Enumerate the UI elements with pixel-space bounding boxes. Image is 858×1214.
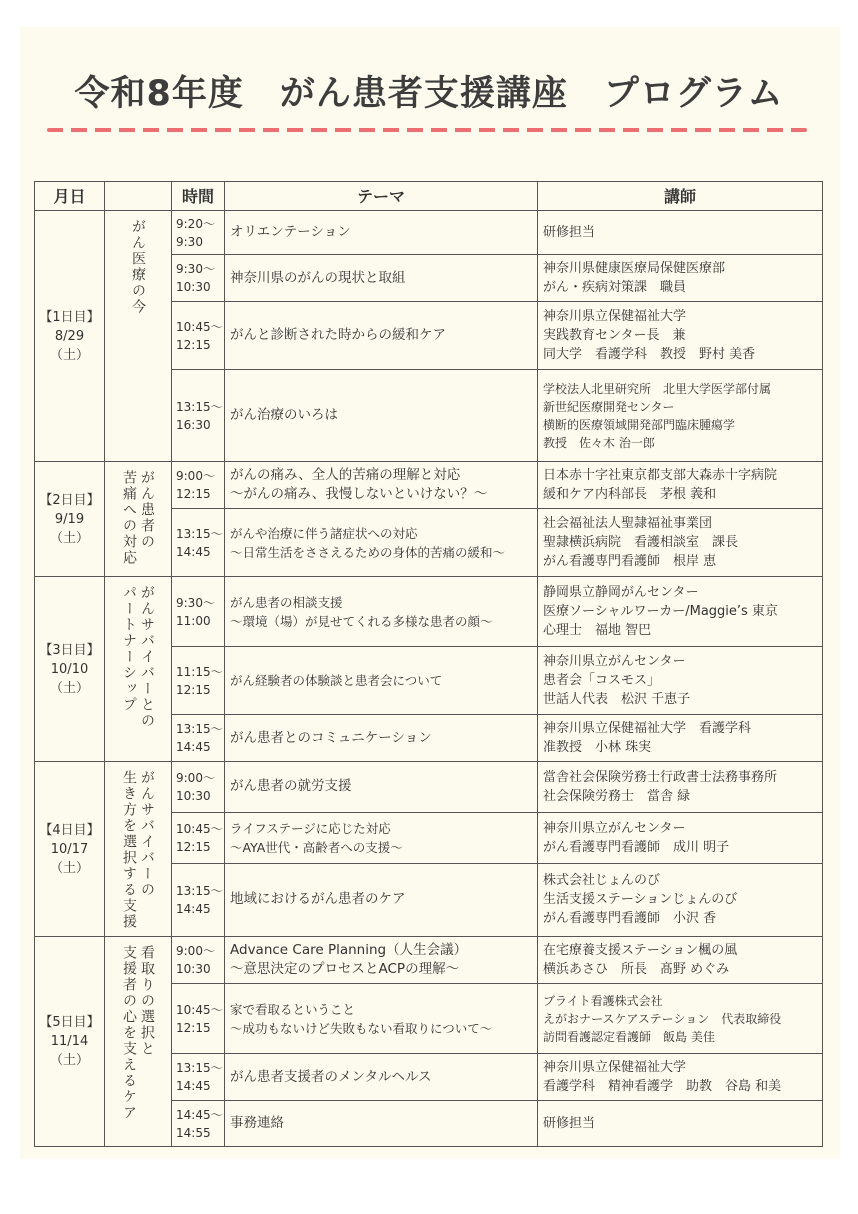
session-lecturer-line: 研修担当: [543, 225, 596, 240]
session-time: [172, 812, 225, 863]
session-theme: [225, 984, 538, 1054]
session-theme: [225, 812, 538, 863]
session-time-line: 10:30: [176, 280, 211, 294]
day-category-text-line: パートナーシップ: [121, 585, 137, 713]
session-lecturer-line: 横浜あさひ 所長 髙野 めぐみ: [543, 962, 730, 977]
session-theme-line: がん患者支援者のメンタルヘルス: [230, 1068, 432, 1085]
day-date-line: （土）: [49, 1053, 89, 1068]
session-lecturer-line: 生活支援ステーションじょんのび: [543, 892, 738, 908]
session-lecturer-line: 心理士 福地 智巴: [543, 623, 652, 638]
session-time-line: 10:45〜: [176, 319, 223, 334]
day-date-line: 【3日目】: [39, 642, 100, 658]
session-theme: [225, 302, 538, 370]
session-time: [172, 647, 225, 715]
day-date-line: 11/14: [50, 1034, 89, 1049]
session-lecturer-line: 世話人代表 松沢 千恵子: [543, 692, 691, 707]
day-category-text-line: 看取りの選択と: [139, 945, 155, 1057]
session-time: [172, 509, 225, 577]
day-category-text: [120, 770, 156, 930]
session-time-line: 10:30: [176, 788, 211, 803]
session-theme-line: がんの痛み、全人的苦痛の理解と対応: [230, 467, 461, 483]
session-theme-line: 〜日常生活をささえるための身体的苦痛の緩和〜: [230, 544, 506, 560]
session-lecturer-line: 神奈川県立保健福祉大学 看護学科: [543, 721, 752, 736]
session-lecturer-line: 新世紀医療開発センター: [543, 399, 675, 414]
session-time-line: 12:15: [176, 337, 211, 352]
session-time-line: 12:15: [176, 1020, 211, 1035]
session-time-line: 9:30〜: [176, 595, 215, 610]
session-lecturer-line: 神奈川県健康医療局保健医療部: [543, 261, 726, 276]
session-time-line: 13:15〜: [176, 1061, 223, 1075]
session-theme: [225, 211, 538, 255]
day-date-line: 9/19: [54, 511, 85, 527]
session-time: [172, 370, 225, 462]
session-time-line: 9:30: [176, 234, 203, 249]
table-row: [35, 762, 823, 813]
session-lecturer-line: 社会保険労務士 當舎 緑: [543, 788, 691, 804]
header-row: [35, 182, 823, 211]
session-time: [172, 762, 225, 813]
day-date-line: 【2日目】: [39, 492, 100, 508]
session-time-line: 12:15: [176, 682, 211, 697]
session-time-line: 9:20〜: [176, 216, 215, 231]
session-time-line: 9:00〜: [176, 770, 215, 785]
session-theme-line: 〜成功もないけど失敗もない看取りについて〜: [230, 1020, 493, 1036]
session-theme: [225, 1054, 538, 1101]
session-lecturer-line: 在宅療養支援ステーション楓の風: [543, 943, 738, 958]
session-lecturer: [538, 1101, 823, 1147]
session-theme: [225, 509, 538, 577]
session-lecturer: [538, 812, 823, 863]
program-body: [35, 211, 823, 1147]
session-theme: [225, 577, 538, 647]
session-theme: [225, 255, 538, 302]
session-lecturer-line: 学校法人北里研究所 北里大学医学部付属: [543, 381, 772, 396]
session-lecturer-line: がん看護専門看護師 小沢 香: [543, 911, 717, 927]
session-lecturer: [538, 211, 823, 255]
session-lecturer: [538, 370, 823, 462]
session-lecturer-line: 教授 佐々木 治一郎: [543, 435, 655, 450]
session-theme-line: がん患者の就労支援: [230, 778, 352, 795]
header-time: 時間: [172, 182, 225, 211]
session-lecturer-line: 准教授 小林 珠実: [543, 740, 652, 755]
session-time-line: 14:45: [176, 901, 211, 916]
header-category: [105, 182, 172, 211]
day-date: [35, 211, 105, 462]
session-time-line: 14:45〜: [176, 1107, 223, 1122]
session-theme: [225, 715, 538, 762]
day-category-text: [120, 470, 156, 566]
session-time: [172, 211, 225, 255]
session-time-line: 14:55: [176, 1125, 211, 1140]
day-date: [35, 937, 105, 1147]
session-theme-line: 事務連絡: [230, 1115, 284, 1131]
session-theme-line: がん経験者の体験談と患者会について: [230, 673, 443, 688]
session-time-line: 10:45〜: [176, 1002, 223, 1017]
session-lecturer-line: 緩和ケア内科部長 茅根 義和: [543, 487, 717, 502]
day-date-line: （土）: [49, 530, 89, 546]
day-category-text: [120, 945, 156, 1121]
session-lecturer: [538, 762, 823, 813]
session-lecturer-line: 社会福祉法人聖隷福祉事業団: [543, 516, 713, 531]
session-theme-line: がん患者の相談支援: [230, 594, 343, 610]
session-lecturer-line: ブライト看護株式会社: [543, 993, 663, 1008]
session-time-line: 14:45: [176, 740, 211, 754]
session-theme-line: Advance Care Planning（人生会議）: [230, 942, 468, 958]
day-category-text: [120, 585, 156, 729]
day-category-text-line: がんサバイバーとの: [139, 585, 155, 729]
day-category-text-line: がん患者の: [139, 470, 155, 550]
session-time-line: 12:15: [176, 839, 211, 854]
header-theme: テーマ: [225, 182, 538, 211]
session-theme-line: がんと診断された時からの緩和ケア: [230, 327, 446, 343]
session-lecturer: [538, 1054, 823, 1101]
session-theme-line: 家で看取るということ: [230, 1001, 356, 1017]
session-lecturer-line: 聖隷横浜病院 看護相談室 課長: [543, 535, 739, 550]
session-lecturer-line: 訪問看護認定看護師 飯島 美佳: [543, 1029, 715, 1044]
day-category: [105, 211, 172, 462]
day-date-line: （土）: [49, 680, 89, 696]
session-theme-line: がん患者とのコミュニケーション: [230, 729, 432, 746]
day-category: [105, 462, 172, 577]
session-lecturer-line: 神奈川県立がんセンター: [543, 654, 686, 669]
session-theme: [225, 370, 538, 462]
session-time-line: 9:30〜: [176, 262, 215, 276]
session-theme-line: 〜がんの痛み、我慢しないといけない？〜: [230, 486, 488, 502]
session-lecturer: [538, 715, 823, 762]
session-time-line: 13:15〜: [176, 722, 223, 736]
session-lecturer: [538, 984, 823, 1054]
day-date-line: （土）: [49, 347, 89, 363]
session-theme: [225, 462, 538, 509]
session-theme: [225, 937, 538, 984]
session-theme-line: 〜意思決定のプロセスとACPの理解〜: [230, 961, 460, 977]
session-theme-line: オリエンテーション: [230, 224, 351, 240]
day-date-line: （土）: [49, 860, 89, 876]
table-row: [35, 937, 823, 984]
session-lecturer-line: 静岡県立静岡がんセンター: [543, 585, 699, 600]
session-time: [172, 937, 225, 984]
day-category: [105, 762, 172, 937]
day-date-line: 8/29: [54, 328, 85, 344]
day-category-text-line: 生き方を選択する支援: [121, 770, 137, 930]
session-lecturer-line: 神奈川県立保健福祉大学: [543, 309, 687, 324]
title-underline: [47, 128, 807, 132]
session-lecturer-line: 同大学 看護学科 教授 野村 美香: [543, 347, 756, 362]
session-lecturer-line: 横断的医療領域開発部門臨床腫瘍学: [543, 417, 736, 432]
session-lecturer-line: 看護学科 精神看護学 助教 谷島 和美: [543, 1079, 782, 1094]
session-lecturer-line: 當舎社会保険労務士行政書士法務事務所: [543, 769, 778, 785]
session-time-line: 16:30: [176, 417, 211, 432]
day-date-line: 【1日目】: [39, 309, 100, 325]
day-date: [35, 762, 105, 937]
session-time-line: 12:15: [176, 487, 211, 501]
day-category-text-line: がん医療の今: [130, 219, 146, 315]
session-time-line: 14:45: [176, 544, 211, 559]
table-row: [35, 577, 823, 647]
session-lecturer-line: えがおナースケアステーション 代表取締役: [543, 1011, 782, 1026]
session-time-line: 11:00: [176, 613, 211, 628]
session-lecturer: [538, 509, 823, 577]
session-time: [172, 1054, 225, 1101]
session-time: [172, 462, 225, 509]
page-title: 令和8年度 がん患者支援講座 プログラム: [74, 74, 784, 114]
session-time-line: 10:45〜: [176, 821, 223, 836]
header-date: 月日: [35, 182, 105, 211]
session-lecturer: [538, 863, 823, 936]
session-lecturer-line: 神奈川県立保健福祉大学: [543, 1060, 687, 1075]
session-theme: [225, 1101, 538, 1147]
session-time: [172, 715, 225, 762]
session-time-line: 13:15〜: [176, 399, 223, 414]
day-date-line: 10/10: [50, 661, 89, 677]
session-time: [172, 302, 225, 370]
session-lecturer-line: がん・疾病対策課 職員: [543, 280, 687, 295]
session-lecturer: [538, 255, 823, 302]
session-lecturer-line: 株式会社じょんのび: [543, 873, 661, 889]
session-time-line: 13:15〜: [176, 883, 223, 898]
day-date-line: 【5日目】: [39, 1015, 100, 1030]
session-time-line: 9:00〜: [176, 469, 215, 483]
session-lecturer-line: 日本赤十字社東京都支部大森赤十字病院: [543, 468, 778, 483]
session-time: [172, 255, 225, 302]
session-lecturer-line: 研修担当: [543, 1116, 596, 1131]
day-category-text: [129, 219, 147, 315]
session-theme-line: 〜環境（場）が見せてくれる多様な患者の顔〜: [230, 613, 493, 629]
header-lecturer: 講師: [538, 182, 823, 211]
day-date: [35, 577, 105, 762]
session-theme-line: がん治療のいろは: [230, 407, 338, 423]
day-date: [35, 462, 105, 577]
session-lecturer-line: 患者会「コスモス」: [543, 673, 661, 688]
session-lecturer-line: 医療ソーシャルワーカー/Maggie’s 東京: [543, 604, 778, 619]
session-theme-line: 〜AYA世代・高齢者への支援〜: [230, 839, 403, 855]
session-lecturer: [538, 937, 823, 984]
session-time: [172, 984, 225, 1054]
session-theme-line: 地域におけるがん患者のケア: [230, 891, 406, 908]
table-row: [35, 211, 823, 255]
session-lecturer-line: がん看護専門看護師 成川 明子: [543, 839, 730, 855]
session-lecturer-line: 実践教育センター長 兼: [543, 328, 686, 343]
session-lecturer: [538, 577, 823, 647]
session-lecturer: [538, 647, 823, 715]
day-category-text-line: 支援者の心を支えるケア: [121, 945, 137, 1121]
session-time: [172, 577, 225, 647]
session-theme-line: がんや治療に伴う諸症状への対応: [230, 525, 418, 541]
session-lecturer-line: 神奈川県立がんセンター: [543, 820, 686, 836]
day-category-text-line: がんサバイバーの: [139, 770, 155, 898]
day-date-line: 10/17: [50, 841, 89, 857]
session-theme: [225, 863, 538, 936]
session-theme-line: 神奈川県のがんの現状と取組: [230, 269, 406, 286]
session-time: [172, 1101, 225, 1147]
session-time-line: 11:15〜: [176, 664, 223, 679]
table-row: [35, 462, 823, 509]
day-category: [105, 577, 172, 762]
day-category: [105, 937, 172, 1147]
session-time-line: 9:00〜: [176, 944, 215, 958]
session-theme-line: ライフステージに応じた対応: [230, 820, 391, 836]
session-lecturer-line: がん看護専門看護師 根岸 恵: [543, 554, 717, 569]
session-time-line: 10:30: [176, 962, 211, 976]
session-time-line: 14:45: [176, 1079, 211, 1093]
day-date-line: 【4日目】: [39, 822, 100, 838]
session-lecturer: [538, 302, 823, 370]
day-category-text-line: 苦痛への対応: [121, 470, 137, 566]
session-time-line: 13:15〜: [176, 526, 223, 541]
program-table: [34, 181, 823, 1147]
session-lecturer: [538, 462, 823, 509]
session-theme: [225, 762, 538, 813]
session-time: [172, 863, 225, 936]
session-theme: [225, 647, 538, 715]
